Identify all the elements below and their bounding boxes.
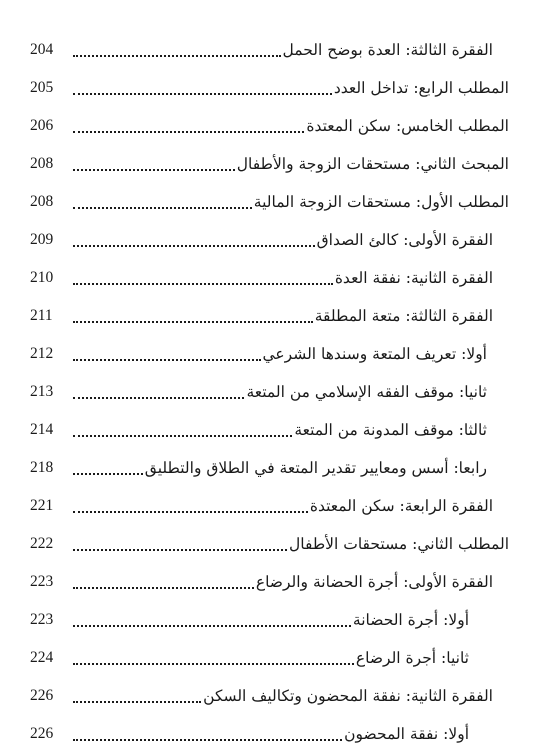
toc-entry-text xyxy=(73,113,509,139)
toc-page-number: 204 xyxy=(30,41,54,58)
toc-entry-text xyxy=(73,645,469,671)
toc-entry-title: الفقرة الثالثة: العدة بوضح الحمل xyxy=(282,41,493,59)
dot-leader xyxy=(73,168,235,171)
toc-page-number: 221 xyxy=(30,497,54,514)
dot-leader xyxy=(73,510,308,513)
toc-entry-text xyxy=(73,721,469,747)
toc-entry xyxy=(30,645,509,671)
toc-entry-title: ثالثا: موقف المدونة من المتعة xyxy=(294,421,487,439)
dot-leader xyxy=(73,320,313,323)
dot-leader xyxy=(73,358,261,361)
toc-entry-title: المطلب الثاني: مستحقات الأطفال xyxy=(289,535,509,553)
toc-entry-title: أولا: نفقة المحضون xyxy=(344,725,469,743)
toc-entry-text xyxy=(73,265,493,291)
toc-page-number: 226 xyxy=(30,725,54,742)
toc-page-number: 210 xyxy=(30,269,54,286)
toc-entry-text xyxy=(73,531,509,557)
toc-entry xyxy=(30,379,509,405)
toc-entry xyxy=(30,493,509,519)
toc-page-number: 213 xyxy=(30,383,54,400)
toc-entry-title: رابعا: أسس ومعايير تقدير المتعة في الطلاق والتطليق xyxy=(144,459,487,477)
toc-entry-title: أولا: أجرة الحضانة xyxy=(352,611,469,629)
toc-entry xyxy=(30,113,509,139)
toc-entry xyxy=(30,189,509,215)
dot-leader xyxy=(73,244,315,247)
toc-entry-text xyxy=(73,341,487,367)
toc-page-number: 206 xyxy=(30,117,54,134)
toc-page-number: 208 xyxy=(30,155,54,172)
toc-page-number: 223 xyxy=(30,611,54,628)
toc-page-number: 209 xyxy=(30,231,54,248)
toc-entry xyxy=(30,151,509,177)
toc-page-number: 211 xyxy=(30,307,53,324)
toc-entry-title: ثانيا: أجرة الرضاع xyxy=(355,649,469,667)
toc-entry xyxy=(30,455,509,481)
dot-leader xyxy=(73,396,244,399)
dot-leader xyxy=(73,472,143,475)
toc-page-number: 214 xyxy=(30,421,54,438)
toc-entry-text xyxy=(73,607,469,633)
toc-entry xyxy=(30,303,509,329)
toc-entry xyxy=(30,683,509,709)
toc-entry-title: الفقرة الأولى: أجرة الحضانة والرضاع xyxy=(255,573,493,591)
toc-entry xyxy=(30,607,509,633)
dot-leader xyxy=(73,738,342,741)
toc-page-number: 218 xyxy=(30,459,54,476)
toc-page-number: 226 xyxy=(30,687,54,704)
dot-leader xyxy=(73,434,292,437)
toc-entry-text xyxy=(73,417,487,443)
dot-leader xyxy=(73,206,252,209)
toc-entry xyxy=(30,569,509,595)
toc-entry-text xyxy=(73,569,493,595)
toc-page-number: 212 xyxy=(30,345,54,362)
toc-entry-text xyxy=(73,683,493,709)
toc-entry xyxy=(30,341,509,367)
toc-entry-text xyxy=(73,227,493,253)
toc-entry-title: المطلب الرابع: تداخل العدد xyxy=(333,79,509,97)
dot-leader xyxy=(73,700,201,703)
toc-entry-title: المبحث الثاني: مستحقات الزوجة والأطفال xyxy=(236,155,509,173)
toc-page-number: 205 xyxy=(30,79,54,96)
dot-leader xyxy=(73,624,351,627)
dot-leader xyxy=(73,586,254,589)
dot-leader xyxy=(73,282,333,285)
toc-page-number: 222 xyxy=(30,535,54,552)
toc-entry-text xyxy=(73,455,487,481)
toc-entry-text xyxy=(73,189,509,215)
toc-entry-text xyxy=(73,493,493,519)
dot-leader xyxy=(73,662,354,665)
toc-page-number: 224 xyxy=(30,649,54,666)
toc-entry-title: الفقرة الثانية: نفقة العدة xyxy=(334,269,493,287)
toc-entry xyxy=(30,721,509,747)
toc-entry-title: ثانيا: موقف الفقه الإسلامي من المتعة xyxy=(246,383,487,401)
toc-entry-title: المطلب الأول: مستحقات الزوجة المالية xyxy=(253,193,509,211)
toc-entry xyxy=(30,265,509,291)
toc-entry xyxy=(30,37,509,63)
dot-leader xyxy=(73,92,332,95)
toc-entry-title: الفقرة الأولى: كالئ الصداق xyxy=(316,231,493,249)
toc-entry xyxy=(30,417,509,443)
toc-entry xyxy=(30,227,509,253)
toc-entry xyxy=(30,531,509,557)
dot-leader xyxy=(73,130,304,133)
toc-entry-text xyxy=(73,151,509,177)
toc-entry xyxy=(30,75,509,101)
toc-entry-text xyxy=(73,75,509,101)
toc-page-number: 208 xyxy=(30,193,54,210)
toc-page-number: 223 xyxy=(30,573,54,590)
toc-entry-text xyxy=(73,379,487,405)
toc-entry-title: الفقرة الرابعة: سكن المعتدة xyxy=(309,497,493,515)
dot-leader xyxy=(73,548,287,551)
toc-entry-title: الفقرة الثانية: نفقة المحضون وتكاليف السكن xyxy=(203,687,493,705)
toc-entry-title: أولا: تعريف المتعة وسندها الشرعي xyxy=(262,345,487,363)
toc-entry-title: المطلب الخامس: سكن المعتدة xyxy=(306,117,509,135)
toc-entry-text xyxy=(73,303,493,329)
toc-entry-text xyxy=(73,37,493,63)
toc-entry-title: الفقرة الثالثة: متعة المطلقة xyxy=(314,307,493,325)
dot-leader xyxy=(73,54,281,57)
